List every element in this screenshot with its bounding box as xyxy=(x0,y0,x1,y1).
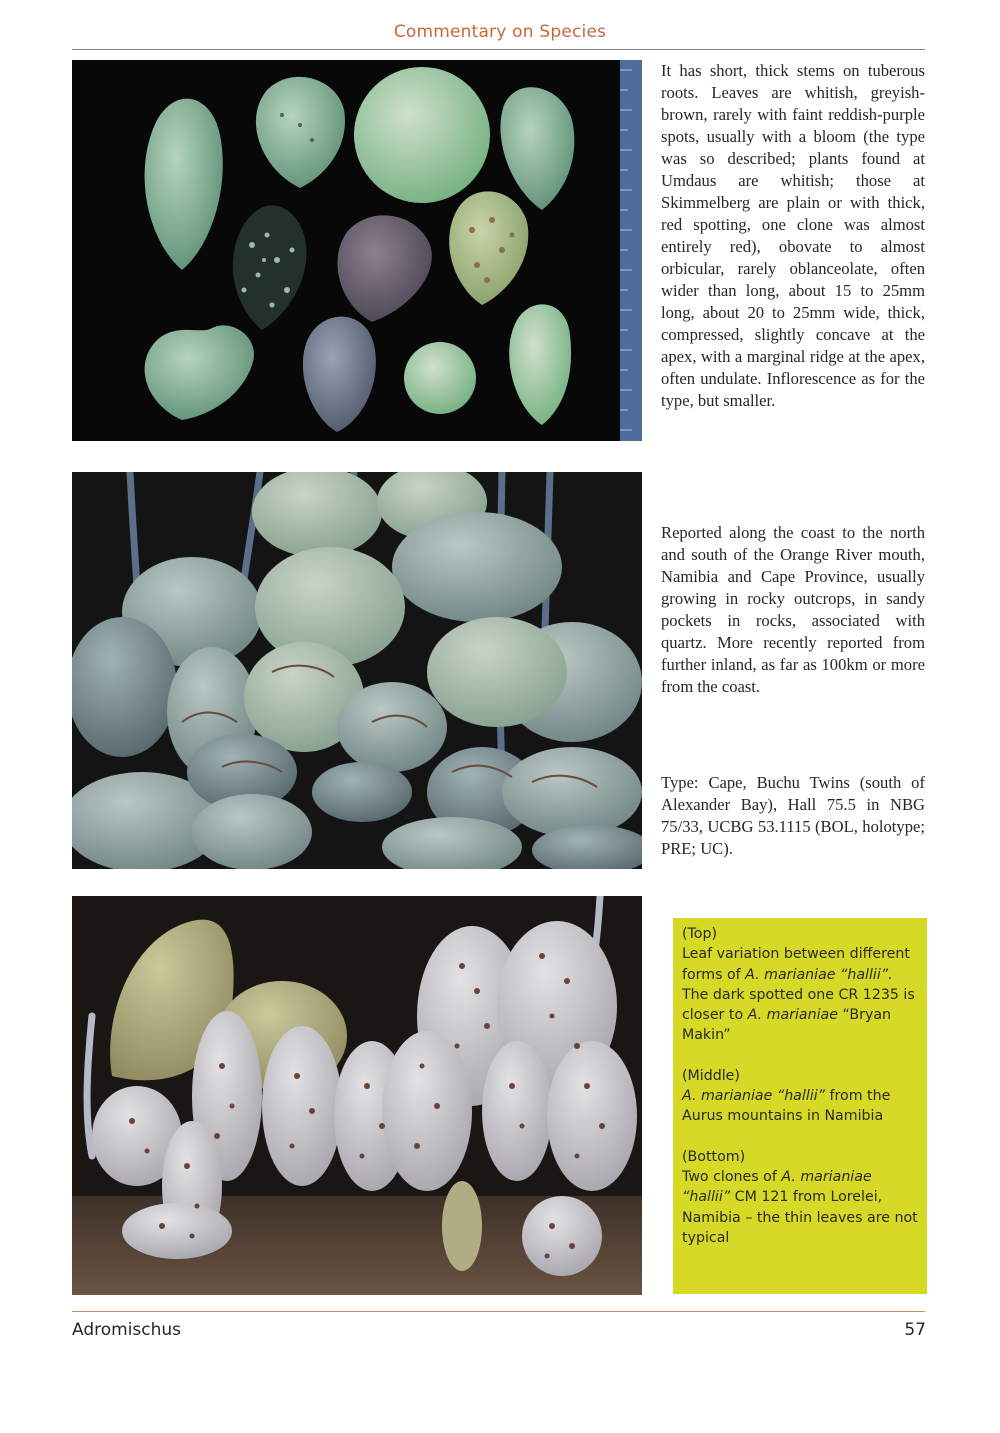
footer-rule xyxy=(72,1311,925,1312)
running-head: Commentary on Species xyxy=(393,22,607,42)
header-rule xyxy=(72,49,925,50)
footer-genus: Adromischus xyxy=(72,1320,182,1340)
caption-top-line2: The dark spotted one CR 1235 is closer to xyxy=(682,986,915,1024)
photo-aurus-mountains xyxy=(72,472,642,869)
caption-top-italic1: A. marianiae “hallii”. xyxy=(745,966,893,983)
caption-top-line1: Leaf variation between different forms of xyxy=(682,946,910,983)
caption-top-text xyxy=(682,944,919,1045)
caption-bottom-line1: Two clones of xyxy=(682,1168,782,1185)
caption-bottom-heading: (Bottom) xyxy=(682,1148,746,1165)
photo-leaf-variation xyxy=(72,60,642,441)
distribution-paragraph: Reported along the coast to the north and south of the Orange River mouth, Namibia and Cape Province, usually growing in rocky outcrops, in sandy pockets in rocks, associated with quartz. More recently reported from further inland, as far as 100km or more from the coast. xyxy=(661,523,925,696)
caption-top-italic2: A. marianiae xyxy=(747,1007,838,1024)
photo-caption-box xyxy=(673,918,927,1294)
caption-bottom-italic1: A. marianiae “hallii” xyxy=(682,1168,872,1206)
caption-bottom-line2: CM 121 from Lorelei, Namibia – the thin leaves are not typical xyxy=(682,1189,918,1246)
page-number: 57 xyxy=(904,1320,926,1340)
caption-top-heading: (Top) xyxy=(682,926,718,942)
photo-lorelei-clones xyxy=(72,896,642,1295)
caption-middle-text xyxy=(682,1086,919,1127)
caption-top-line3: “Bryan Makin” xyxy=(682,1007,892,1044)
caption-middle-heading: (Middle) xyxy=(682,1067,740,1084)
caption-middle-italic: A. marianiae “hallii” xyxy=(682,1088,825,1105)
caption-bottom-text xyxy=(682,1167,919,1248)
description-paragraph: It has short, thick stems on tuberous roots. Leaves are whitish, greyish-brown, rarely with faint reddish-purple spots, usually with a bloom (the type was so described; plants found at Umdaus are whitish; those at Skimmelberg are plain or with thick, red spotting, one clone was almost entirely red), obovate to almost orbicular, rarely oblanceolate, often wider than long, about 15 to 25mm long, about 20 to 25mm wide, thick, compressed, slightly concave at the apex, with a marginal ridge at the apex, often undulate. Inflorescence as for the type, but smaller. xyxy=(661,61,925,410)
type-specimen-paragraph: Type: Cape, Buchu Twins (south of Alexander Bay), Hall 75.5 in NBG 75/33, UCBG 53.1115 (BOL, holotype; PRE; UC). xyxy=(661,773,925,858)
caption-middle-line: from the Aurus mountains in Namibia xyxy=(682,1088,891,1125)
